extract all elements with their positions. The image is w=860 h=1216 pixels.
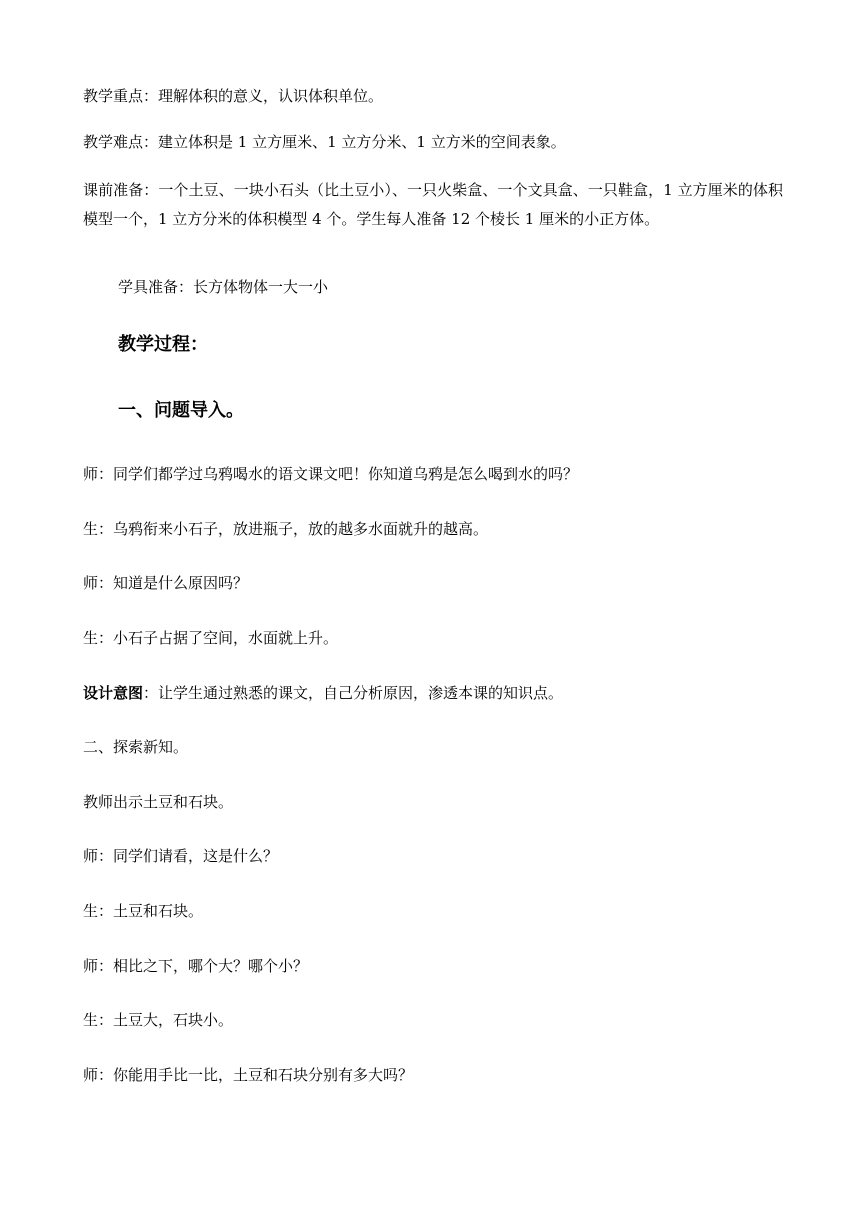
preparation-paragraph: 课前准备：一个土豆、一块小石头（比土豆小）、一只火柴盒、一个文具盒、一只鞋盒，1 立方厘米的体积模型一个，1 立方分米的体积模型 4 个。学生每人准备 12 个棱长 1 厘米的小正方体。 (83, 181, 783, 228)
dialogue-line: 师：同学们请看，这是什么？ (83, 847, 279, 865)
dialogue-line: 师：同学们都学过乌鸦喝水的语文课文吧！你知道乌鸦是怎么喝到水的吗？ (83, 465, 579, 483)
design-intent-label: 设计意图 (83, 684, 144, 702)
process-heading: 教学过程： (118, 334, 208, 355)
dialogue-line: 师：相比之下，哪个大？哪个小？ (83, 957, 309, 975)
design-intent-text: ：让学生通过熟悉的课文，自己分析原因，渗透本课的知识点。 (143, 684, 564, 702)
dialogue-line: 生：土豆大，石块小。 (83, 1011, 234, 1029)
design-intent-line (83, 679, 563, 708)
student-tools-line: 学具准备：长方体物体一大一小 (118, 278, 329, 296)
dialogue-line: 生：土豆和石块。 (83, 902, 204, 920)
key-point-line: 教学重点：理解体积的意义，认识体积单位。 (83, 87, 384, 105)
section2-heading: 二、探索新知。 (83, 738, 189, 756)
section1-heading: 一、问题导入。 (118, 400, 244, 421)
dialogue-line: 生：小石子占据了空间，水面就上升。 (83, 629, 339, 647)
difficult-point-line: 教学难点：建立体积是 1 立方厘米、1 立方分米、1 立方米的空间表象。 (83, 133, 566, 151)
dialogue-line: 教师出示土豆和石块。 (83, 793, 234, 811)
dialogue-line: 生：乌鸦衔来小石子，放进瓶子，放的越多水面就升的越高。 (83, 520, 489, 538)
dialogue-line: 师：知道是什么原因吗？ (83, 574, 249, 592)
dialogue-line: 师：你能用手比一比，土豆和石块分别有多大吗？ (83, 1066, 414, 1084)
